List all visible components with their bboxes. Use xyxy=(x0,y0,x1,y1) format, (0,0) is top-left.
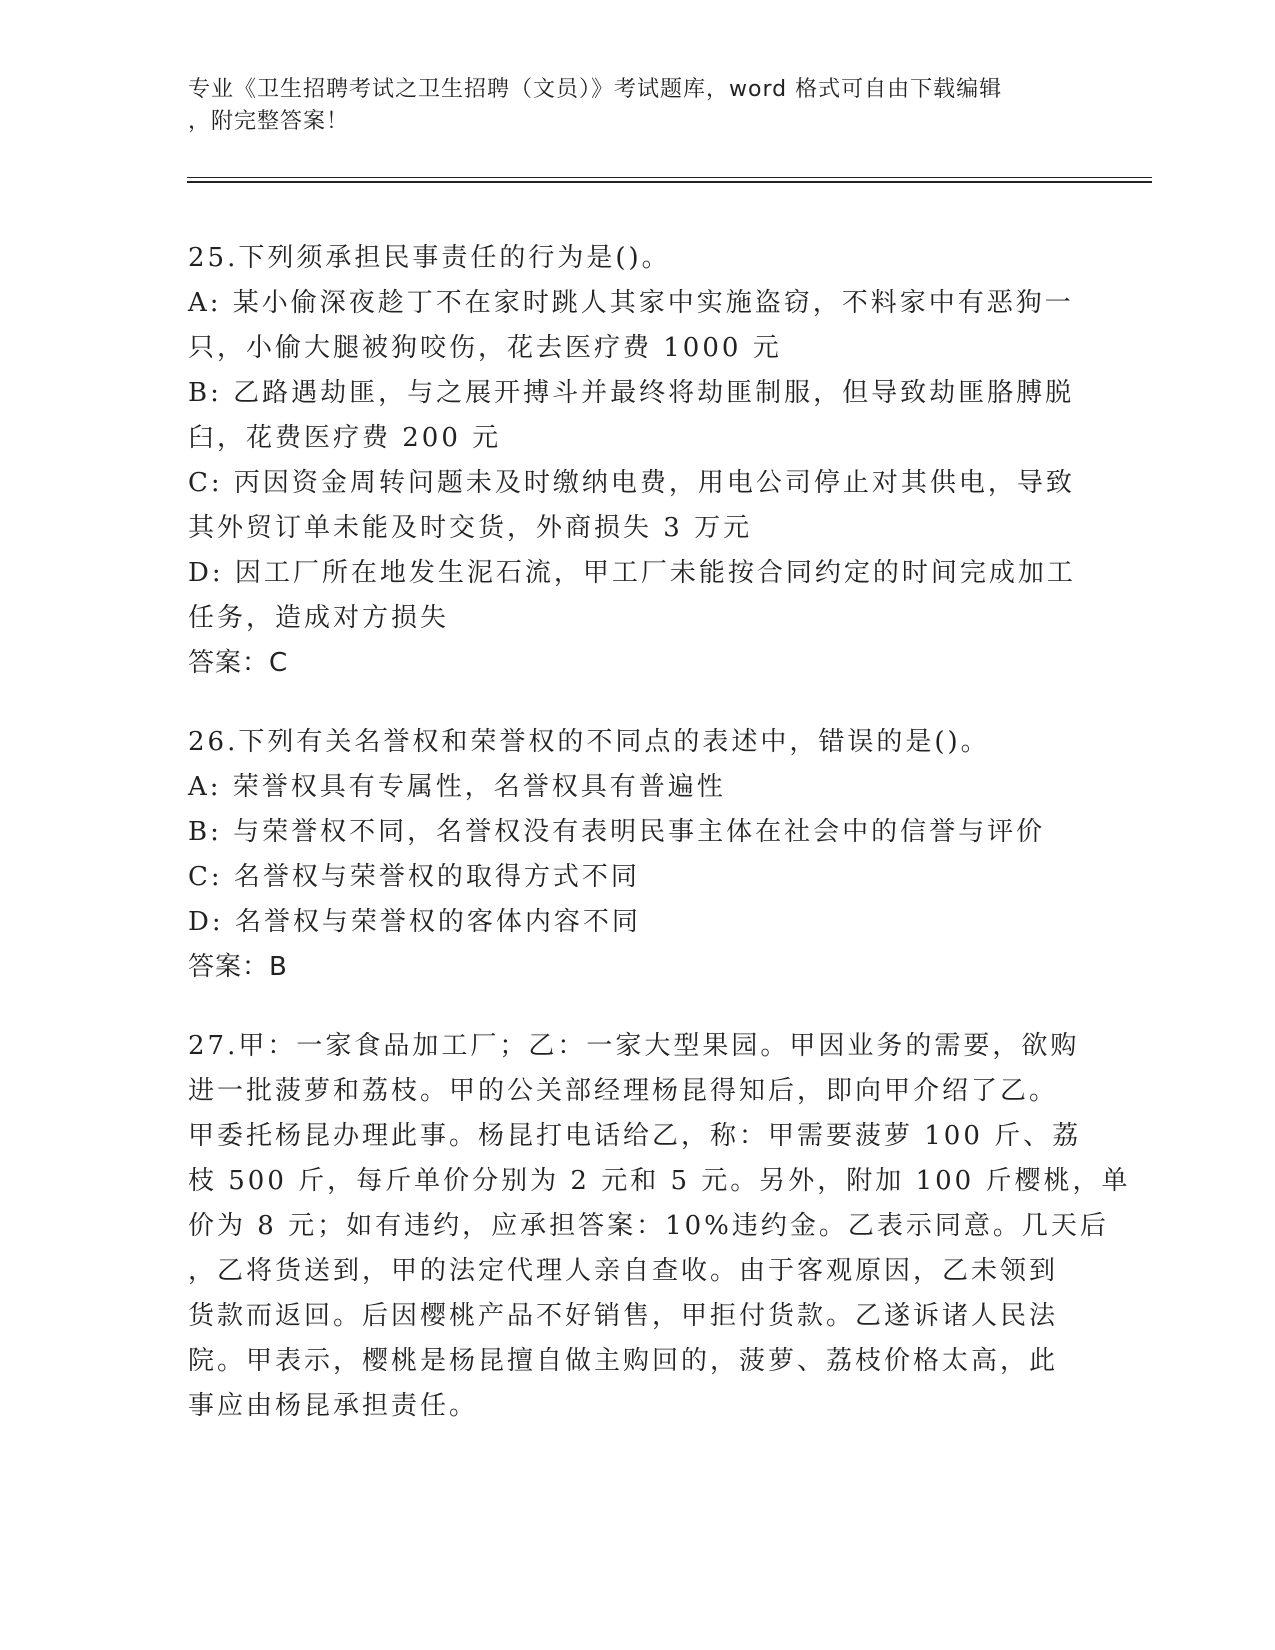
question-26 xyxy=(188,720,1068,990)
question-27 xyxy=(188,1024,1131,1429)
option-a-line: A: 荣誉权具有专属性，名誉权具有普遍性 xyxy=(188,772,726,802)
option-c-line: C: 名誉权与荣誉权的取得方式不同 xyxy=(188,862,640,892)
option-d-line: D: 因工厂所在地发生泥石流，甲工厂未能按合同约定的时间完成加工 xyxy=(188,558,1076,588)
option-b-line: B: 与荣誉权不同，名誉权没有表明民事主体在社会中的信誉与评价 xyxy=(188,817,1046,847)
option-d-line: 任务，造成对方损失 xyxy=(188,603,450,633)
question-stem: 25.下列须承担民事责任的行为是()。 xyxy=(188,243,671,273)
question-gap xyxy=(188,990,1068,1024)
question-stem: 甲委托杨昆办理此事。杨昆打电话给乙，称：甲需要菠萝 100 斤、荔 xyxy=(188,1121,1082,1151)
header-line: 专业《卫生招聘考试之卫生招聘（文员）》考试题库，word 格式可自由下载编辑 xyxy=(188,77,1003,102)
question-stem: 价为 8 元；如有违约，应承担答案：10%违约金。乙表示同意。几天后 xyxy=(188,1211,1109,1241)
option-b-line: 臼，花费医疗费 200 元 xyxy=(188,423,502,453)
question-stem: 进一批菠萝和荔枝。甲的公关部经理杨昆得知后，即向甲介绍了乙。 xyxy=(188,1076,1059,1106)
option-c-line: C: 丙因资金周转问题未及时缴纳电费，用电公司停止对其供电，导致 xyxy=(188,468,1075,498)
question-stem: ，乙将货送到，甲的法定代理人亲自查收。由于客观原因，乙未领到 xyxy=(188,1256,1059,1286)
header-rule-thick xyxy=(187,181,1152,183)
option-d-line: D: 名誉权与荣誉权的客体内容不同 xyxy=(188,907,641,937)
answer-label: 答案：B xyxy=(188,952,288,982)
option-a-line: A: 某小偷深夜趁丁不在家时跳人其家中实施盗窃，不料家中有恶狗一 xyxy=(188,288,1074,318)
question-stem: 事应由杨昆承担责任。 xyxy=(188,1391,479,1421)
question-gap xyxy=(188,686,1068,720)
question-stem: 枝 500 斤，每斤单价分别为 2 元和 5 元。另外，附加 100 斤樱桃，单 xyxy=(188,1166,1131,1196)
question-stem: 院。甲表示，樱桃是杨昆擅自做主购回的，菠萝、荔枝价格太高，此 xyxy=(188,1346,1059,1376)
question-list xyxy=(188,236,1131,1429)
question-25 xyxy=(188,236,1076,686)
question-stem: 27.甲：一家食品加工厂；乙：一家大型果园。甲因业务的需要，欲购 xyxy=(188,1031,1080,1061)
answer-label: 答案：C xyxy=(188,648,289,678)
header-line: ，附完整答案！ xyxy=(188,109,350,134)
page-header xyxy=(188,74,1068,138)
option-a-line: 只，小偷大腿被狗咬伤，花去医疗费 1000 元 xyxy=(188,333,782,363)
option-b-line: B: 乙路遇劫匪，与之展开搏斗并最终将劫匪制服，但导致劫匪胳膊脱 xyxy=(188,378,1075,408)
header-rule-thin xyxy=(187,177,1152,178)
question-stem: 货款而返回。后因樱桃产品不好销售，甲拒付货款。乙遂诉诸人民法 xyxy=(188,1301,1059,1331)
question-stem: 26.下列有关名誉权和荣誉权的不同点的表述中，错误的是()。 xyxy=(188,727,990,757)
option-c-line: 其外贸订单未能及时交货，外商损失 3 万元 xyxy=(188,513,753,543)
